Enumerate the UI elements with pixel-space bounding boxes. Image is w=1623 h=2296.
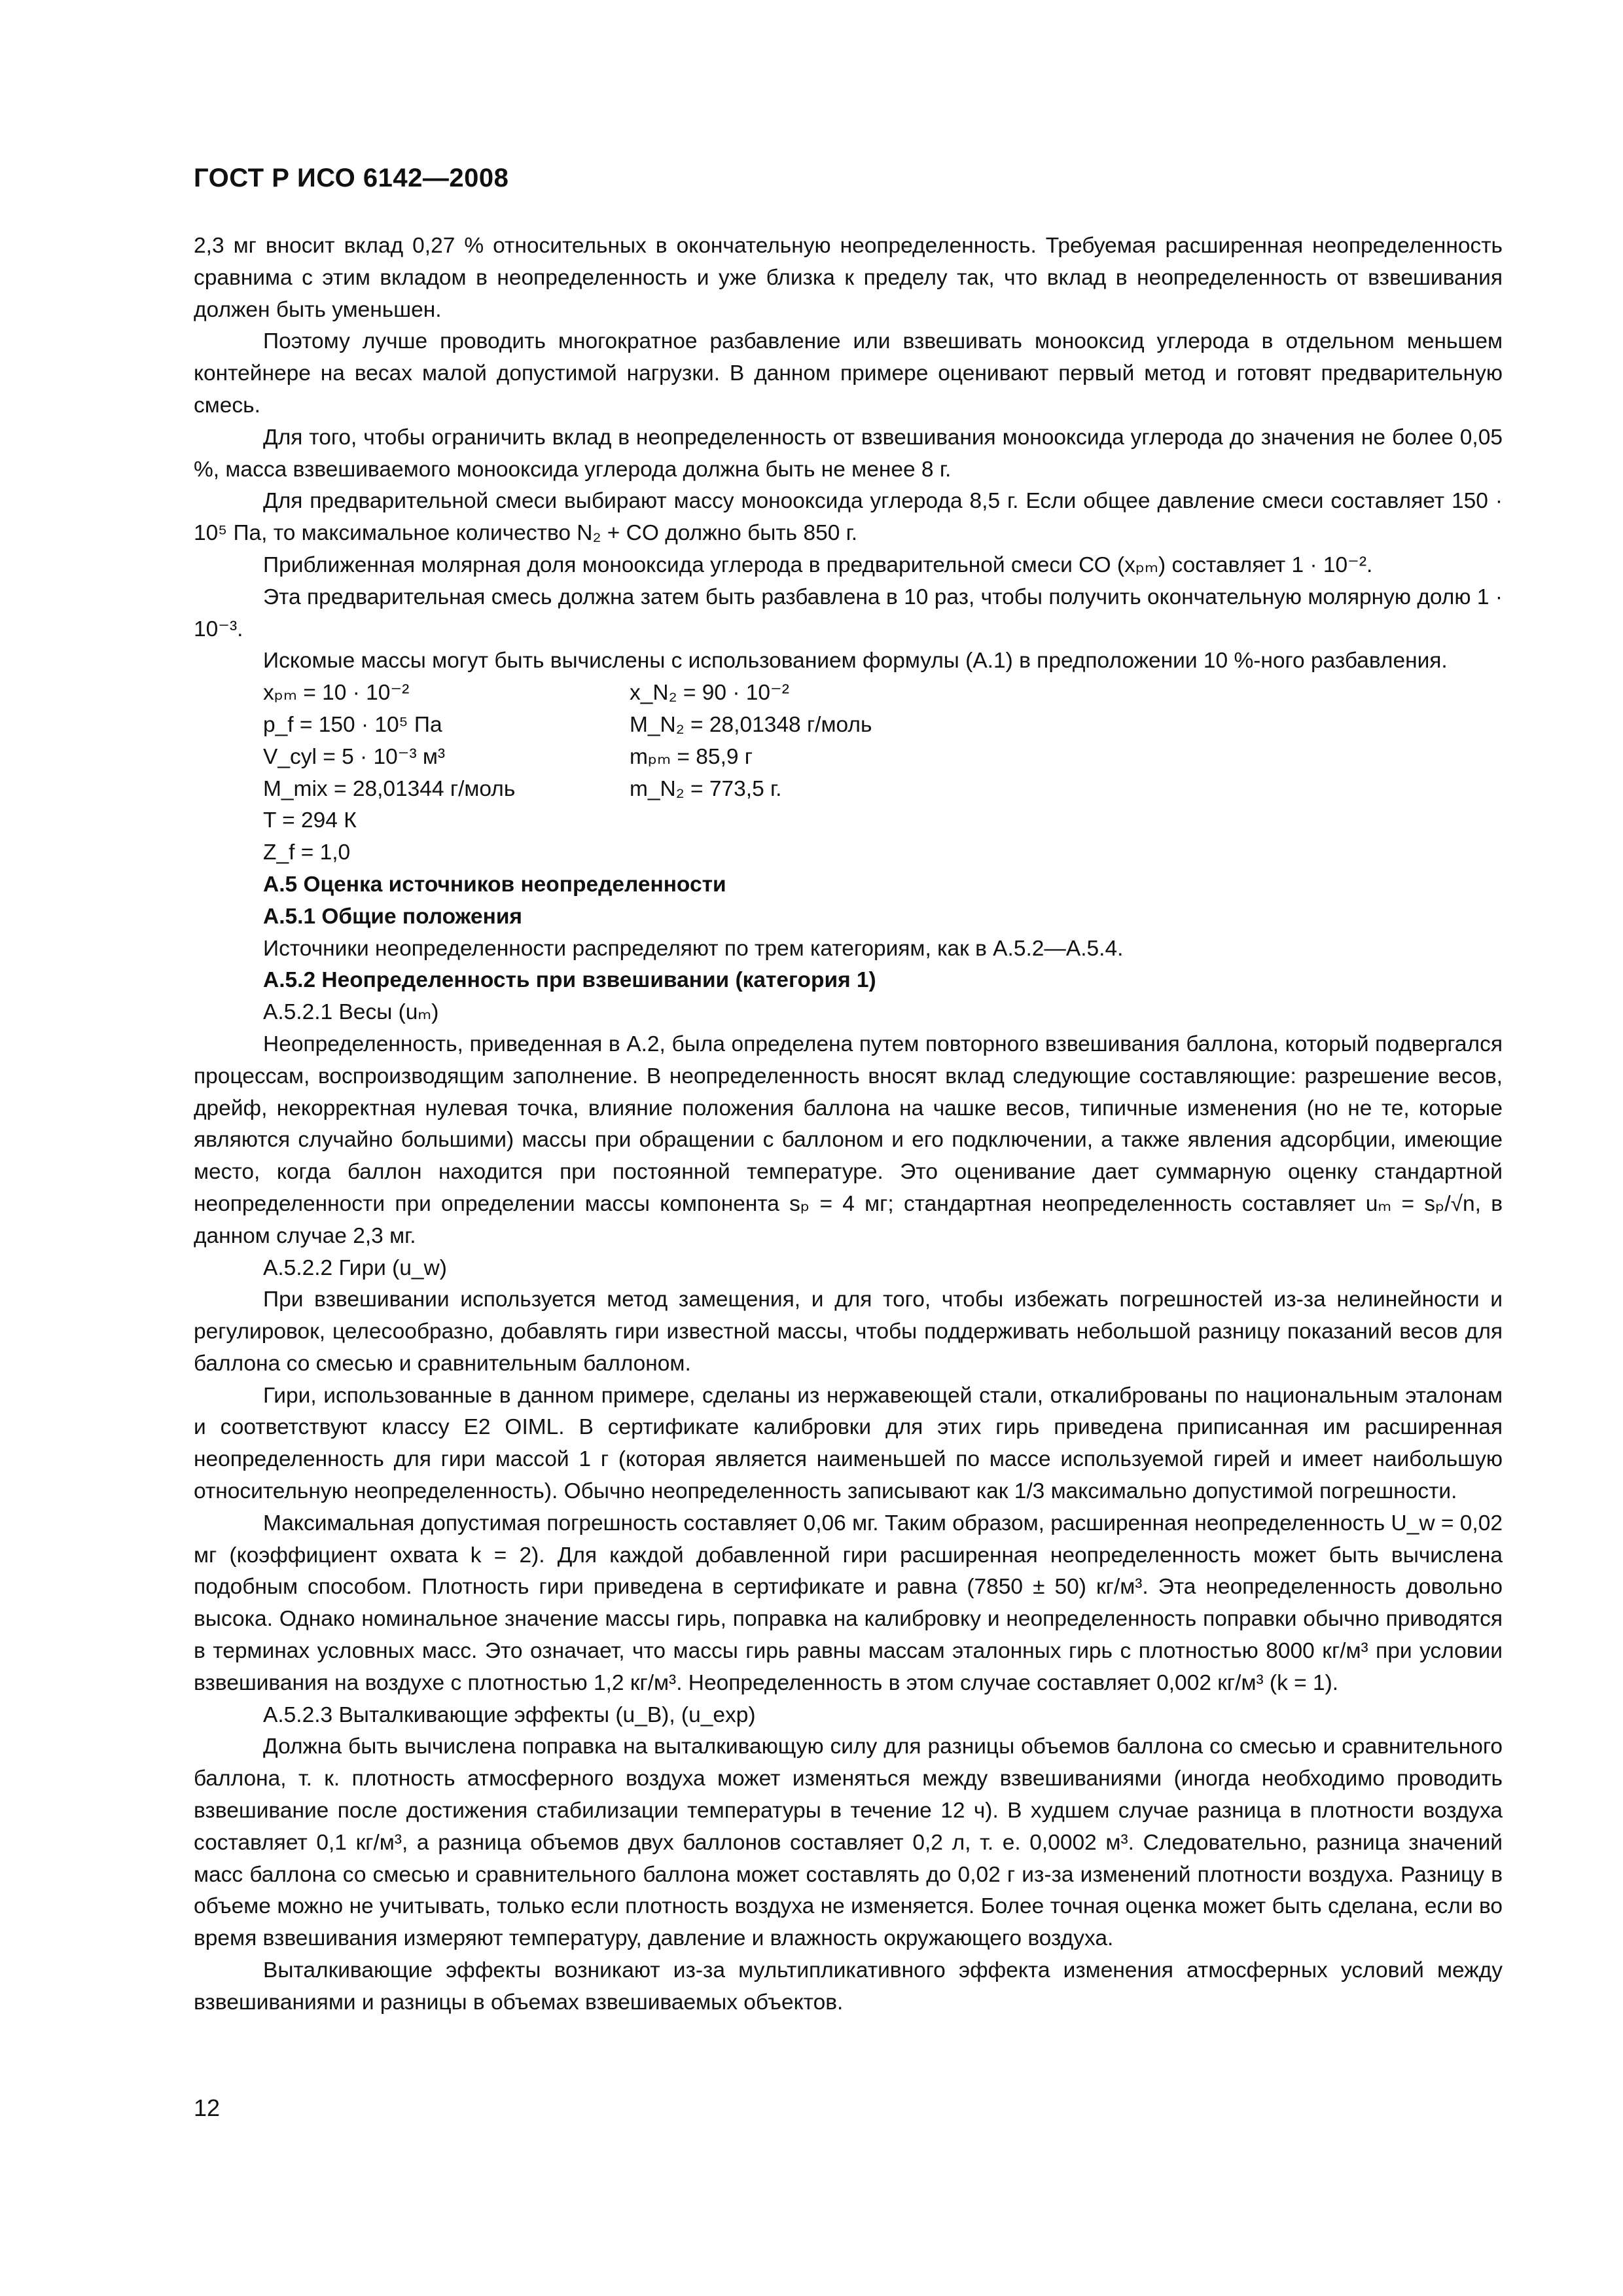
subsection-title: А.5.2.3 Выталкивающие эффекты (u_B), (u_exp) bbox=[263, 1702, 756, 1727]
paragraph: При взвешивании используется метод замещения, и для того, чтобы избежать погрешностей из-за нелинейности и регулировок, целесообразно, добавлять гири известной массы, чтобы поддерживать небольшой разницу показаний весов для баллона со смесью и сравнительным баллоном. bbox=[194, 1287, 1503, 1376]
document-header: ГОСТ Р ИСО 6142—2008 bbox=[194, 164, 509, 192]
page-number: 12 bbox=[194, 2094, 221, 2121]
paragraph: Для того, чтобы ограничить вклад в неопределенность от взвешивания монооксида углерода до значения не более 0,05 %, масса взвешиваемого монооксида углерода должна быть не менее 8 г. bbox=[194, 425, 1503, 482]
variable-left: M_mix = 28,01344 г/моль bbox=[263, 776, 516, 801]
subsection-title: А.5.2.1 Весы (uₘ) bbox=[263, 1000, 439, 1025]
paragraph: Искомые массы могут быть вычислены с использованием формулы (А.1) в предположении 10 %-ного разбавления. bbox=[263, 649, 1448, 673]
variable-left: Z_f = 1,0 bbox=[263, 840, 351, 865]
variable-right: M_N₂ = 28,01348 г/моль bbox=[630, 712, 872, 737]
variable-right: x_N₂ = 90 · 10⁻² bbox=[630, 681, 789, 706]
paragraph: Должна быть вычислена поправка на выталкивающую силу для разницы объемов баллона со смесью и сравнительного баллона, т. к. плотность атмосферного воздуха может изменяться между взвешиваниями (иногда необходимо проводить взвешивание после достижения стабилизации температуры в течение 12 ч). В худшем случае разница в плотности воздуха составляет 0,1 кг/м³, а разница объемов двух баллонов составляет 0,2 л, т. е. 0,0002 м³. Следовательно, разница значений масс баллона со смесью и сравнительного баллона может составлять до 0,02 г из-за изменений плотности воздуха. Разницу в объеме можно не учитывать, только если плотность воздуха не изменяется. Более точная оценка может быть сделана, если во время взвешивания измеряют температуру, давление и влажность окружающего воздуха. bbox=[194, 1734, 1503, 1951]
paragraph: Приближенная молярная доля монооксида углерода в предварительной смеси СО (xₚₘ) составляет 1 · 10⁻². bbox=[263, 552, 1373, 577]
section-heading: А.5 Оценка источников неопределенности bbox=[263, 872, 726, 897]
paragraph: Для предварительной смеси выбирают массу монооксида углерода 8,5 г. Если общее давление смеси составляет 150 · 10⁵ Па, то максимальное количество N₂ + CO должно быть 850 г. bbox=[194, 489, 1503, 546]
paragraph: Источники неопределенности распределяют по трем категориям, как в А.5.2—А.5.4. bbox=[263, 936, 1124, 961]
paragraph: Поэтому лучше проводить многократное разбавление или взвешивать монооксид углерода в отдельном меньшем контейнере на весах малой допустимой нагрузки. В данном примере оценивают первый метод и готовят предварительную смесь. bbox=[194, 329, 1503, 418]
paragraph: Максимальная допустимая погрешность составляет 0,06 мг. Таким образом, расширенная неопределенность U_w = 0,02 мг (коэффициент охвата k = 2). Для каждой добавленной гири расширенная неопределенность может быть вычислена подобным способом. Плотность гири приведена в сертификате и равна (7850 ± 50) кг/м³. Эта неопределенность довольно высока. Однако номинальное значение массы гирь, поправка на калибровку и неопределенность поправки обычно приводятся в терминах условных масс. Это означает, что массы гирь равны массам эталонных гирь с плотностью 8000 кг/м³ при условии взвешивания на воздухе с плотностью 1,2 кг/м³. Неопределенность в этом случае составляет 0,002 кг/м³ (k = 1). bbox=[194, 1511, 1503, 1695]
variable-right: m_N₂ = 773,5 г. bbox=[630, 776, 782, 801]
paragraph: Гири, использованные в данном примере, сделаны из нержавеющей стали, откалиброваны по национальным эталонам и соответствуют классу Е2 OIML. В сертификате калибровки для этих гирь приведена приписанная им расширенная неопределенность для гири массой 1 г (которая является наименьшей по массе используемой гирей и имеет наибольшую относительную неопределенность). Обычно неопределенность записывают как 1/3 максимально допустимой погрешности. bbox=[194, 1383, 1503, 1504]
paragraph: Эта предварительная смесь должна затем быть разбавлена в 10 раз, чтобы получить окончательную молярную долю 1 · 10⁻³. bbox=[194, 584, 1503, 641]
variable-right: mₚₘ = 85,9 г bbox=[630, 744, 753, 769]
section-heading: А.5.2 Неопределенность при взвешивании (категория 1) bbox=[263, 968, 876, 993]
variable-left: xₚₘ = 10 · 10⁻² bbox=[263, 681, 410, 706]
paragraph: 2,3 мг вносит вклад 0,27 % относительных в окончательную неопределенность. Требуемая расширенная неопределенность сравнима с этим вкладом в неопределенность и уже близка к пределу так, что вклад в неопределенность от взвешивания должен быть уменьшен. bbox=[194, 234, 1503, 322]
section-heading: А.5.1 Общие положения bbox=[263, 904, 522, 929]
variable-left: V_cyl = 5 · 10⁻³ м³ bbox=[263, 744, 446, 769]
subsection-title: А.5.2.2 Гири (u_w) bbox=[263, 1255, 447, 1280]
document-body bbox=[194, 230, 1503, 2019]
variable-list bbox=[263, 677, 1503, 869]
paragraph: Неопределенность, приведенная в А.2, была определена путем повторного взвешивания баллона, который подвергался процессам, воспроизводящим заполнение. В неопределенность вносят вклад следующие составляющие: разрешение весов, дрейф, некорректная нулевая точка, влияние положения баллона на чашке весов, типичные изменения (но не те, которые являются случайно большими) массы при обращении с баллоном и его подключении, а также явления адсорбции, имеющие место, когда баллон находится при постоянной температуре. Это оценивание дает суммарную оценку стандартной неопределенности при определении массы компонента sₚ = 4 мг; стандартная неопределенность составляет uₘ = sₚ/√n, в данном случае 2,3 мг. bbox=[194, 1031, 1503, 1248]
variable-left: p_f = 150 · 10⁵ Па bbox=[263, 712, 442, 737]
paragraph: Выталкивающие эффекты возникают из-за мультипликативного эффекта изменения атмосферных условий между взвешиваниями и разницы в объемах взвешиваемых объектов. bbox=[194, 1958, 1503, 2015]
variable-left: T = 294 К bbox=[263, 808, 357, 833]
